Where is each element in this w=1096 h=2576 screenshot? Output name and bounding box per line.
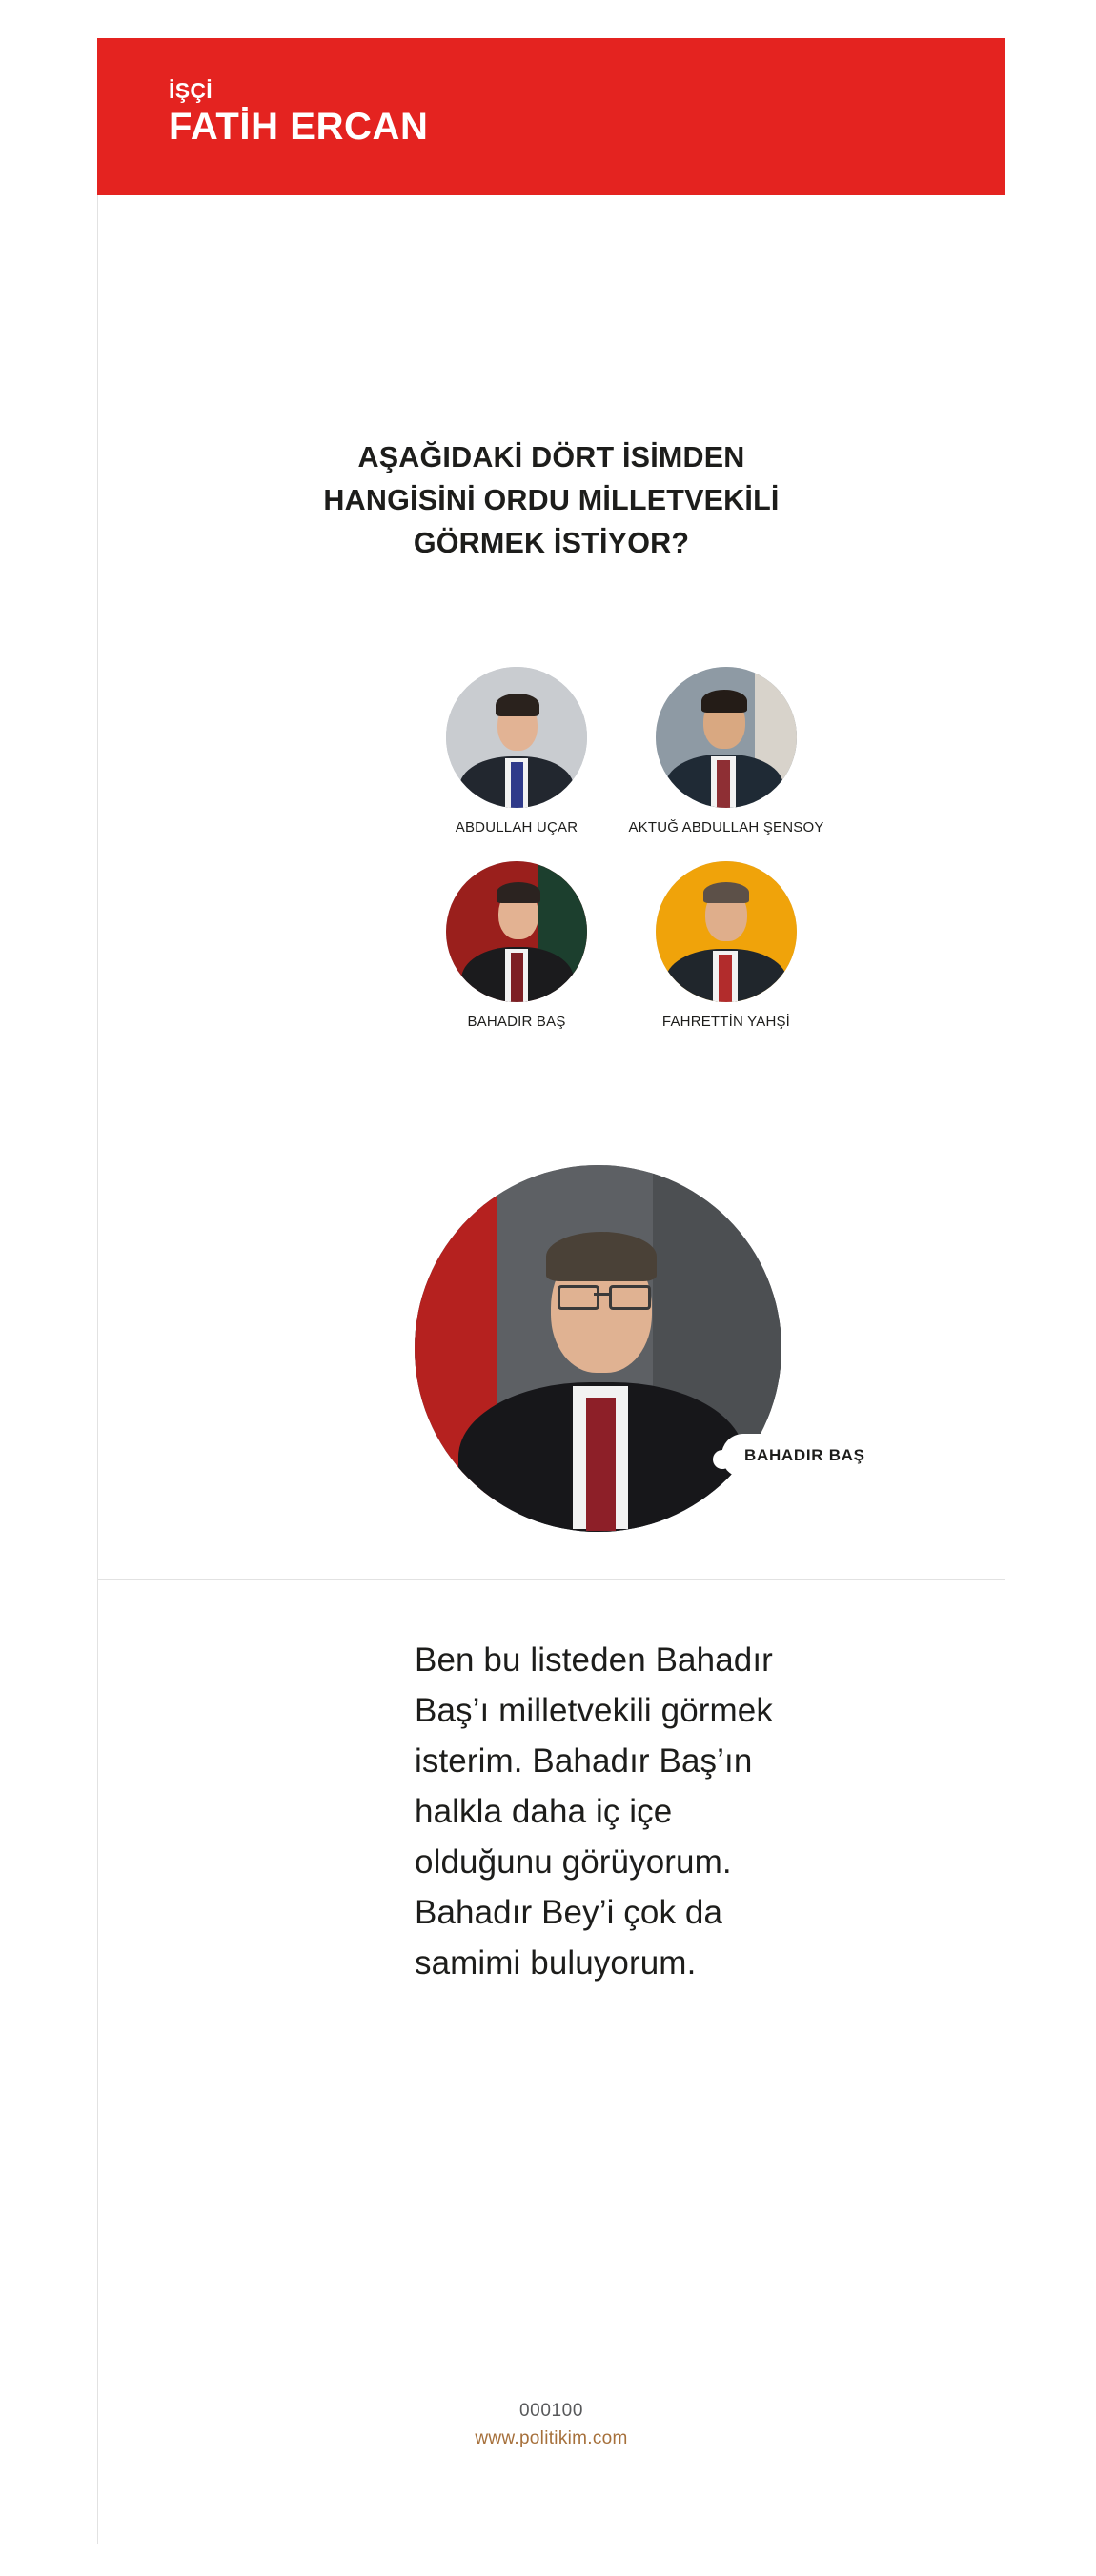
footer-code: 000100 bbox=[518, 2401, 583, 2421]
quote-text: Ben bu listeden Bahadır Baş’ı milletvekili görmek isterim. Bahadır Baş’ın halkla daha iç içe olduğunu görüyorum. Bahadır Bey’i çok da samimi buluyorum. bbox=[415, 1641, 773, 1982]
section-divider bbox=[97, 1579, 1005, 1580]
featured-portrait bbox=[415, 1165, 781, 1532]
candidate-fahrettin-yahsi[interactable] bbox=[621, 861, 831, 1030]
candidate-photo bbox=[446, 861, 587, 1002]
candidate-aktug-abdullah-sensoy[interactable] bbox=[621, 667, 831, 835]
candidate-row bbox=[412, 861, 907, 1030]
candidate-bahadir-bas[interactable] bbox=[412, 861, 621, 1030]
footer-website[interactable]: www.politikim.com bbox=[475, 2428, 628, 2448]
left-guide-line bbox=[97, 38, 98, 2544]
candidate-name: BAHADIR BAŞ bbox=[467, 1014, 566, 1030]
candidate-row bbox=[412, 667, 907, 835]
header-name: FATİH ERCAN bbox=[169, 106, 429, 148]
footer bbox=[97, 2401, 1005, 2449]
header-eyebrow: İŞÇİ bbox=[169, 78, 213, 103]
candidate-grid bbox=[412, 667, 907, 1030]
question-line-2: HANGİSİNİ ORDU MİLLETVEKİLİ bbox=[323, 484, 780, 516]
header-banner bbox=[97, 38, 1005, 195]
candidate-name: AKTUĞ ABDULLAH ŞENSOY bbox=[628, 819, 824, 835]
candidate-photo bbox=[656, 667, 797, 808]
poster-card bbox=[97, 38, 1005, 2544]
header-text-block bbox=[169, 78, 429, 149]
question-line-1: AŞAĞIDAKİ DÖRT İSİMDEN bbox=[357, 441, 745, 473]
candidate-name: ABDULLAH UÇAR bbox=[455, 819, 578, 835]
page-title bbox=[97, 436, 1005, 565]
candidate-photo bbox=[656, 861, 797, 1002]
featured-name-callout: BAHADIR BAŞ bbox=[721, 1434, 888, 1478]
candidate-photo bbox=[446, 667, 587, 808]
candidate-abdullah-ucar[interactable] bbox=[412, 667, 621, 835]
candidate-name: FAHRETTİN YAHŞİ bbox=[661, 1014, 791, 1030]
question-line-3: GÖRMEK İSTİYOR? bbox=[413, 527, 690, 559]
